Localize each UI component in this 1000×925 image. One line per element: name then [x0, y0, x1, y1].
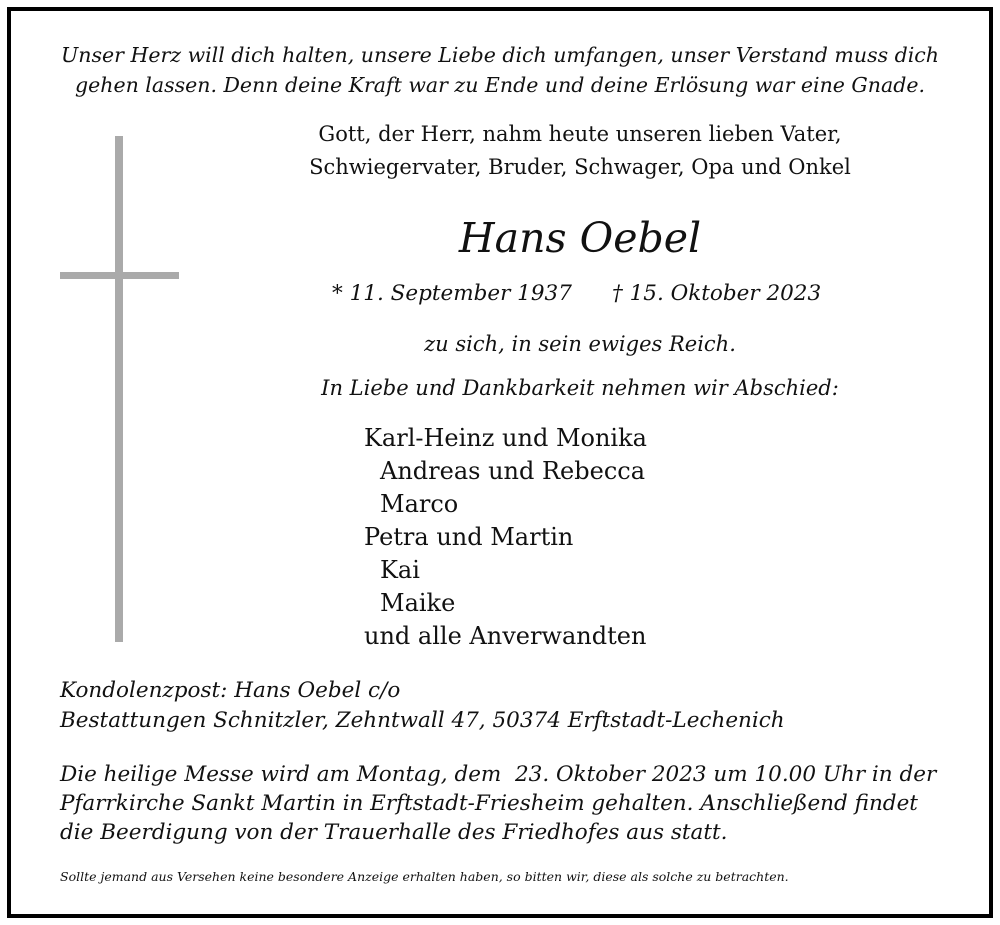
intro-line-1: Unser Herz will dich halten, unsere Liebe dich umfangen, unser Verstand muss dich	[61, 43, 939, 67]
mass-line-1: Die heilige Messe wird am Montag, dem 23. Oktober 2023 um 10.00 Uhr in der	[60, 762, 937, 787]
cross-vertical-bar	[115, 136, 123, 642]
mass-info	[60, 760, 936, 847]
cross-horizontal-bar	[60, 272, 179, 279]
condolence-address	[60, 676, 785, 736]
family-member: Marco	[380, 490, 459, 518]
mass-line-3: die Beerdigung von der Trauerhalle des Friedhofes aus statt.	[60, 820, 728, 845]
reich-line: zu sich, in sein ewiges Reich.	[424, 332, 736, 356]
announcement	[230, 118, 930, 184]
announcement-line-1: Gott, der Herr, nahm heute unseren lieben Vater,	[318, 122, 842, 146]
family-member: Maike	[380, 589, 456, 617]
family-member: Karl-Heinz und Monika	[364, 424, 647, 452]
intro-quote	[0, 40, 1000, 100]
announcement-line-2: Schwiegervater, Bruder, Schwager, Opa und Onkel	[309, 155, 851, 179]
family-member: Petra und Martin	[364, 523, 574, 551]
mass-line-2: Pfarrkirche Sankt Martin in Erftstadt-Friesheim gehalten. Anschließend findet	[60, 791, 918, 816]
condolence-line-2: Bestattungen Schnitzler, Zehntwall 47, 50374 Erftstadt-Lechenich	[60, 708, 785, 733]
family-member: Kai	[380, 556, 420, 584]
birth-date: * 11. September 1937	[332, 281, 572, 306]
family-member: Andreas und Rebecca	[380, 457, 646, 485]
deceased-name: Hans Oebel	[458, 214, 702, 262]
footnote: Sollte jemand aus Versehen keine besondere Anzeige erhalten haben, so bitten wir, diese als solche zu betrachten.	[60, 869, 789, 884]
family-member: und alle Anverwandten	[364, 622, 647, 650]
death-date: † 15. Oktober 2023	[612, 281, 822, 306]
intro-line-2: gehen lassen. Denn deine Kraft war zu Ende und deine Erlösung war eine Gnade.	[75, 73, 925, 97]
condolence-line-1: Kondolenzpost: Hans Oebel c/o	[60, 678, 401, 703]
farewell-line: In Liebe und Dankbarkeit nehmen wir Abschied:	[321, 376, 839, 400]
